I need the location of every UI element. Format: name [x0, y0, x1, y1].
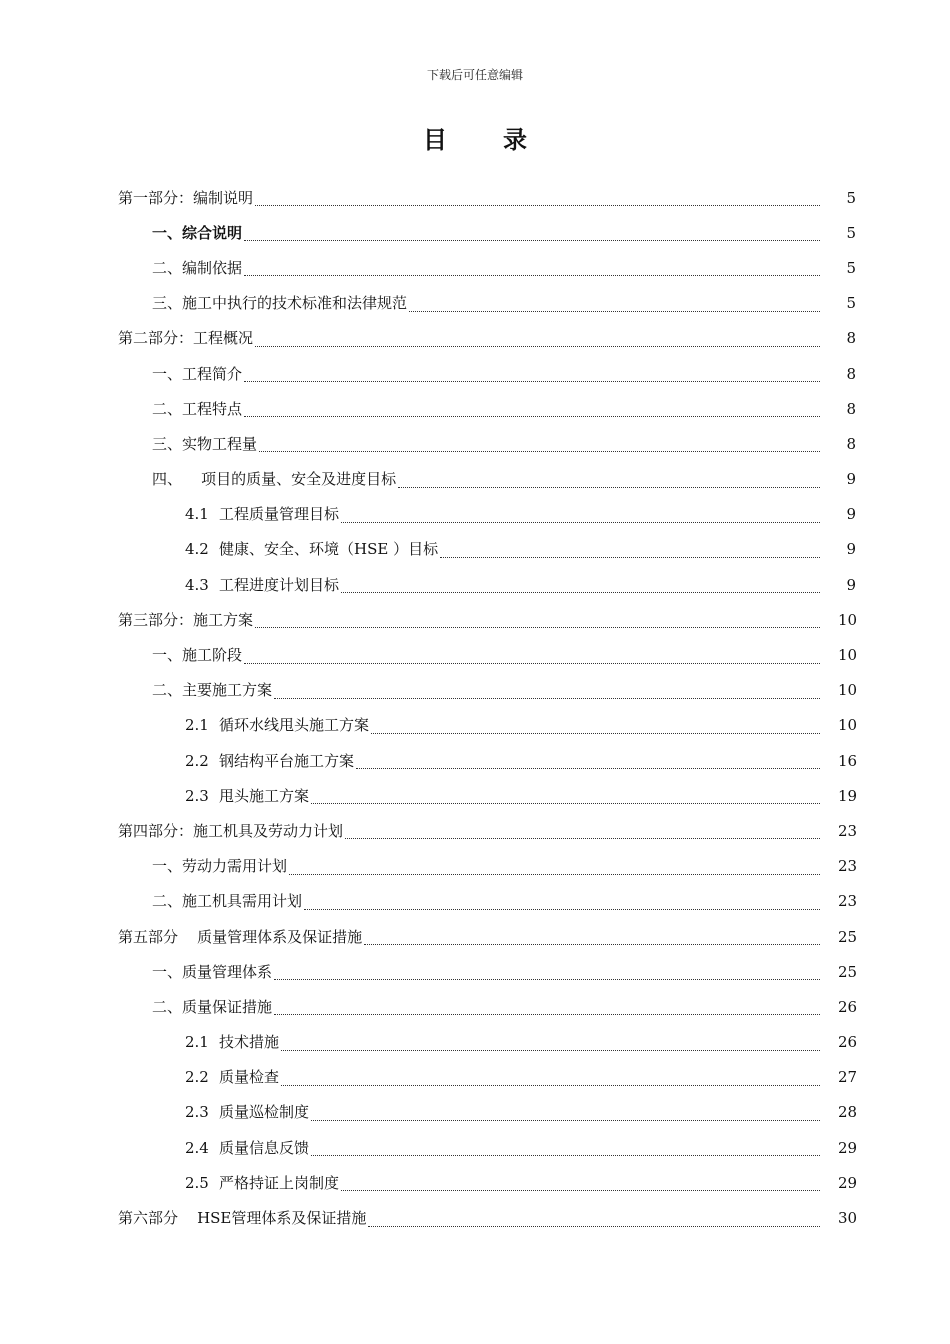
toc-entry-page: 29	[838, 1173, 858, 1192]
toc-entry-page: 8	[846, 364, 856, 383]
toc-entry-text	[152, 258, 242, 278]
toc-entry-page: 5	[846, 188, 856, 207]
toc-entry[interactable]	[118, 532, 856, 567]
toc-entry-page: 8	[846, 329, 856, 348]
toc-entry[interactable]	[118, 250, 856, 285]
toc-entry[interactable]	[118, 426, 856, 461]
toc-entry-label: 第二部分：工程概况	[118, 329, 254, 348]
toc-entry[interactable]	[118, 673, 856, 708]
toc-entry[interactable]	[118, 1130, 856, 1165]
toc-entry-number: 4.3	[185, 575, 209, 594]
toc-entry-label: 第三部分：施工方案	[118, 610, 254, 629]
toc-entry[interactable]	[118, 356, 856, 391]
toc-entry-text	[152, 962, 272, 982]
toc-entry[interactable]	[118, 286, 856, 321]
toc-leader-dots	[311, 791, 820, 804]
toc-title-part2: 录	[503, 125, 527, 154]
toc-leader-dots	[289, 862, 820, 875]
toc-entry-text	[118, 188, 253, 208]
toc-entry-text	[185, 1067, 279, 1087]
toc-entry[interactable]	[118, 778, 856, 813]
toc-entry-text	[118, 1208, 366, 1228]
toc-entry-label: 三、实物工程量	[152, 434, 258, 453]
toc-leader-dots	[281, 1038, 820, 1051]
toc-leader-dots	[356, 756, 820, 769]
toc-entry-number: 2.4	[185, 1138, 209, 1157]
toc-entry-page: 26	[838, 997, 858, 1016]
toc-entry-text	[185, 575, 339, 595]
toc-entry-text	[185, 1173, 339, 1193]
toc-entry-page: 9	[846, 540, 856, 559]
toc-entry-page: 30	[838, 1209, 858, 1228]
toc-entry-text	[185, 539, 438, 559]
toc-entry-page: 10	[838, 610, 858, 629]
toc-entry-text	[152, 293, 407, 313]
toc-entry-text	[185, 504, 339, 524]
toc-leader-dots	[244, 369, 820, 382]
table-of-contents	[118, 180, 856, 1236]
toc-entry-label: 二、编制依据	[152, 258, 243, 277]
toc-entry-page: 5	[846, 223, 856, 242]
toc-leader-dots	[345, 826, 820, 839]
toc-leader-dots	[244, 263, 820, 276]
toc-entry-text	[185, 786, 309, 806]
toc-leader-dots	[341, 510, 820, 523]
toc-entry-page: 23	[838, 821, 858, 840]
toc-leader-dots	[255, 615, 820, 628]
toc-entry-page: 8	[846, 399, 856, 418]
toc-entry-label: 四、 项目的质量、安全及进度目标	[152, 470, 397, 489]
toc-entry[interactable]	[118, 1165, 856, 1200]
toc-entry[interactable]	[118, 989, 856, 1024]
toc-entry-label: 第六部分 HSE管理体系及保证措施	[118, 1209, 367, 1228]
toc-entry-label: 一、工程简介	[152, 364, 243, 383]
toc-entry-label: 二、质量保证措施	[152, 997, 273, 1016]
toc-entry-text	[185, 715, 369, 735]
toc-leader-dots	[371, 721, 820, 734]
toc-entry-text	[152, 364, 242, 384]
toc-entry-number: 2.3	[185, 1103, 209, 1122]
toc-entry-number: 2.1	[185, 716, 209, 735]
toc-entry-page: 5	[846, 258, 856, 277]
toc-entry[interactable]	[118, 884, 856, 919]
toc-leader-dots	[244, 651, 820, 664]
toc-entry[interactable]	[118, 497, 856, 532]
toc-entry-page: 26	[838, 1033, 858, 1052]
toc-entry-number: 4.2	[185, 540, 209, 559]
toc-entry[interactable]	[118, 954, 856, 989]
toc-leader-dots	[281, 1073, 820, 1086]
toc-entry-page: 19	[838, 786, 858, 805]
toc-entry-page: 10	[838, 681, 858, 700]
toc-entry-text	[118, 927, 362, 947]
toc-entry-page: 29	[838, 1138, 858, 1157]
toc-leader-dots	[259, 439, 820, 452]
toc-entry[interactable]	[118, 462, 856, 497]
toc-entry[interactable]	[118, 1200, 856, 1235]
toc-entry-label: 第一部分：编制说明	[118, 188, 254, 207]
toc-entry-label: 质量检查	[219, 1068, 280, 1087]
toc-entry-label: 技术措施	[219, 1033, 280, 1052]
toc-entry-text	[152, 399, 242, 419]
toc-leader-dots	[311, 1143, 820, 1156]
toc-entry-page: 23	[838, 892, 858, 911]
toc-entry-number: 2.2	[185, 751, 209, 770]
toc-entry-label: 第四部分：施工机具及劳动力计划	[118, 821, 344, 840]
toc-leader-dots	[311, 1108, 820, 1121]
toc-entry[interactable]	[118, 1095, 856, 1130]
toc-entry-text	[152, 680, 272, 700]
toc-entry[interactable]	[118, 321, 856, 356]
toc-entry-label: 健康、安全、环境（HSE ）目标	[219, 540, 439, 559]
toc-leader-dots	[364, 932, 820, 945]
toc-entry-text	[152, 645, 242, 665]
toc-entry-number: 4.1	[185, 505, 209, 524]
toc-entry-text	[152, 856, 287, 876]
toc-entry-text	[185, 1102, 309, 1122]
toc-entry-page: 8	[846, 434, 856, 453]
toc-entry[interactable]	[118, 1060, 856, 1095]
toc-entry-label: 一、质量管理体系	[152, 962, 273, 981]
toc-entry[interactable]	[118, 708, 856, 743]
toc-entry-label: 二、施工机具需用计划	[152, 892, 303, 911]
toc-entry-page: 27	[838, 1068, 858, 1087]
toc-entry-page: 10	[838, 646, 858, 665]
toc-entry-label: 一、施工阶段	[152, 646, 243, 665]
toc-entry-number: 2.5	[185, 1173, 209, 1192]
toc-entry-text	[152, 997, 272, 1017]
toc-entry-label: 工程质量管理目标	[219, 505, 340, 524]
toc-entry[interactable]	[118, 813, 856, 848]
toc-leader-dots	[244, 404, 820, 417]
toc-title	[0, 120, 950, 155]
toc-entry-label: 二、主要施工方案	[152, 681, 273, 700]
toc-entry-label: 甩头施工方案	[219, 786, 310, 805]
toc-entry[interactable]	[118, 391, 856, 426]
toc-entry-label: 工程进度计划目标	[219, 575, 340, 594]
toc-leader-dots	[409, 299, 820, 312]
toc-entry-page: 9	[846, 575, 856, 594]
toc-entry[interactable]	[118, 180, 856, 215]
toc-leader-dots	[304, 897, 820, 910]
toc-entry-page: 9	[846, 505, 856, 524]
toc-entry[interactable]	[118, 602, 856, 637]
toc-entry-label: 质量巡检制度	[219, 1103, 310, 1122]
toc-leader-dots	[368, 1214, 820, 1227]
toc-entry-number: 2.3	[185, 786, 209, 805]
toc-entry-label: 三、施工中执行的技术标准和法律规范	[152, 294, 408, 313]
toc-entry-label: 质量信息反馈	[219, 1138, 310, 1157]
toc-entry-page: 5	[846, 294, 856, 313]
toc-entry-label: 严格持证上岗制度	[219, 1173, 340, 1192]
toc-entry-page: 10	[838, 716, 858, 735]
toc-entry-text	[185, 1032, 279, 1052]
toc-entry-text	[118, 821, 343, 841]
toc-entry-text	[152, 469, 396, 489]
toc-entry[interactable]	[118, 567, 856, 602]
toc-entry-label: 一、劳动力需用计划	[152, 857, 288, 876]
toc-entry[interactable]	[118, 743, 856, 778]
toc-leader-dots	[274, 967, 820, 980]
toc-entry-page: 23	[838, 857, 858, 876]
toc-entry-page: 16	[838, 751, 858, 770]
toc-entry-label: 一、综合说明	[152, 223, 243, 242]
toc-entry-text	[185, 751, 354, 771]
toc-leader-dots	[255, 334, 820, 347]
toc-leader-dots	[274, 1002, 820, 1015]
toc-entry-page: 28	[838, 1103, 858, 1122]
toc-entry-text	[152, 891, 302, 911]
toc-leader-dots	[274, 686, 820, 699]
toc-entry-text	[185, 1138, 309, 1158]
toc-entry[interactable]	[118, 215, 856, 250]
toc-leader-dots	[398, 475, 820, 488]
toc-leader-dots	[341, 580, 820, 593]
toc-entry-text	[152, 223, 242, 243]
toc-entry[interactable]	[118, 919, 856, 954]
toc-entry-page: 25	[838, 927, 858, 946]
toc-entry-page: 9	[846, 470, 856, 489]
toc-title-part1: 目	[423, 125, 447, 154]
toc-entry-text	[118, 610, 253, 630]
toc-entry[interactable]	[118, 1025, 856, 1060]
toc-entry-number: 2.1	[185, 1033, 209, 1052]
toc-entry-label: 钢结构平台施工方案	[219, 751, 355, 770]
toc-entry[interactable]	[118, 849, 856, 884]
toc-leader-dots	[255, 193, 820, 206]
page-header-note: 下载后可任意编辑	[426, 68, 523, 82]
toc-entry-label: 循环水线甩头施工方案	[219, 716, 370, 735]
toc-entry-text	[152, 434, 257, 454]
toc-leader-dots	[341, 1178, 820, 1191]
toc-entry-label: 二、工程特点	[152, 399, 243, 418]
toc-entry-number: 2.2	[185, 1068, 209, 1087]
toc-entry-label: 第五部分 质量管理体系及保证措施	[118, 927, 363, 946]
toc-entry-page: 25	[838, 962, 858, 981]
toc-leader-dots	[244, 228, 820, 241]
toc-leader-dots	[440, 545, 820, 558]
toc-entry-text	[118, 328, 253, 348]
toc-entry[interactable]	[118, 637, 856, 672]
